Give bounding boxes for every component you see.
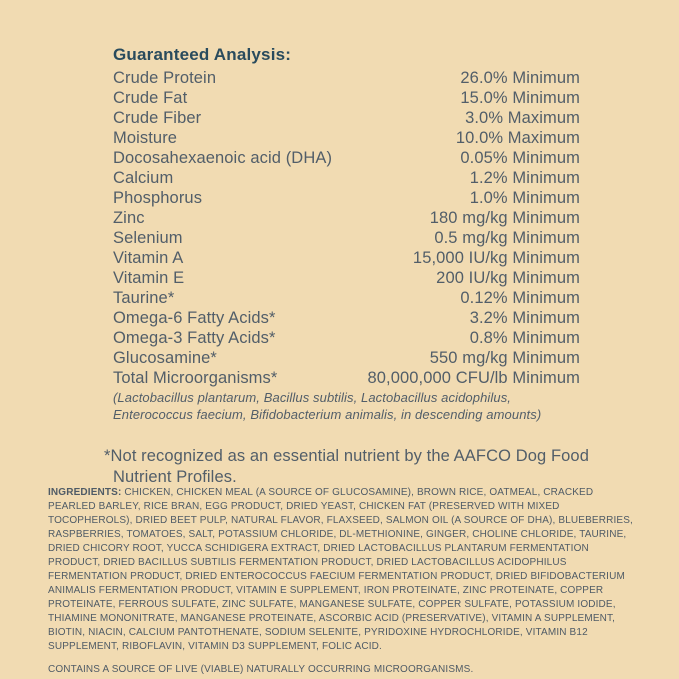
nutrient-value: 200 IU/kg Minimum xyxy=(436,269,580,287)
analysis-row xyxy=(113,268,580,288)
nutrient-name: Total Microorganisms* xyxy=(113,369,278,387)
ingredients-paragraph xyxy=(48,486,636,654)
microorganisms-note: (Lactobacillus plantarum, Bacillus subtilis, Lactobacillus acidophilus, Enterococcus faecium, Bifidobacterium animalis, in descending amounts) xyxy=(113,390,542,422)
nutrient-name: Crude Fiber xyxy=(113,109,202,127)
nutrient-name: Phosphorus xyxy=(113,189,203,207)
analysis-row xyxy=(113,308,580,328)
nutrient-value: 0.05% Minimum xyxy=(460,149,580,167)
nutrient-value: 1.2% Minimum xyxy=(469,169,580,187)
analysis-row xyxy=(113,228,580,248)
nutrient-value: 0.8% Minimum xyxy=(469,329,580,347)
nutrient-value: 10.0% Maximum xyxy=(455,129,580,147)
analysis-row xyxy=(113,368,580,388)
nutrient-name: Omega-6 Fatty Acids* xyxy=(113,309,276,327)
nutrient-value: 180 mg/kg Minimum xyxy=(429,209,580,227)
nutrient-value: 550 mg/kg Minimum xyxy=(429,349,580,367)
ingredients-list: CHICKEN, CHICKEN MEAL (A SOURCE OF GLUCOSAMINE), BROWN RICE, OATMEAL, CRACKED PEARLED BARLEY, RICE BRAN, EGG PRODUCT, DRIED YEAST, CHICKEN FAT (PRESERVED WITH MIXED TOCOPHEROLS), DRIED BEET PULP, NATURAL FLAVOR, FLAXSEED, SALMON OIL (A SOURCE OF DHA), BLUEBERRIES, RASPBERRIES, TOMATOES, SALT, POTASSIUM CHLORIDE, DL-METHIONINE, GINGER, CHOLINE CHLORIDE, TAURINE, DRIED CHICORY ROOT, YUCCA SCHIDIGERA EXTRACT, DRIED LACTOBACILLUS PLANTARUM FERMENTATION PRODUCT, DRIED BACILLUS SUBTILIS FERMENTATION PRODUCT, DRIED LACTOBACILLUS ACIDOPHILUS FERMENTATION PRODUCT, DRIED ENTEROCOCCUS FAECIUM FERMENTATION PRODUCT, DRIED BIFIDOBACTERIUM ANIMALIS FERMENTATION PRODUCT, VITAMIN E SUPPLEMENT, IRON PROTEINATE, ZINC PROTEINATE, COPPER PROTEINATE, FERROUS SULFATE, ZINC SULFATE, MANGANESE SULFATE, COPPER SULFATE, POTASSIUM IODIDE, THIAMINE MONONITRATE, MANGANESE PROTEINATE, ASCORBIC ACID (PRESERVATIVE), VITAMIN A SUPPLEMENT, BIOTIN, NIACIN, CALCIUM PANTOTHENATE, SODIUM SELENITE, PYRIDOXINE HYDROCHLORIDE, VITAMIN B12 SUPPLEMENT, RIBOFLAVIN, VITAMIN D3 SUPPLEMENT, FOLIC ACID. xyxy=(48,487,633,652)
guaranteed-analysis-section xyxy=(113,44,580,436)
nutrient-value: 26.0% Minimum xyxy=(460,69,580,87)
nutrient-value: 3.2% Minimum xyxy=(469,309,580,327)
ingredients-section xyxy=(48,486,636,677)
guaranteed-analysis-table xyxy=(113,68,580,388)
nutrient-value: 0.12% Minimum xyxy=(460,289,580,307)
ingredients-label: INGREDIENTS: xyxy=(48,487,122,498)
nutrient-name: Zinc xyxy=(113,209,145,227)
nutrient-value: 0.5 mg/kg Minimum xyxy=(434,229,580,247)
nutrient-name: Vitamin A xyxy=(113,249,184,267)
nutrient-name: Moisture xyxy=(113,129,178,147)
analysis-row xyxy=(113,108,580,128)
nutrient-name: Docosahexaenoic acid (DHA) xyxy=(113,149,333,167)
analysis-row xyxy=(113,248,580,268)
nutrient-name: Taurine* xyxy=(113,289,175,307)
nutrient-name: Omega-3 Fatty Acids* xyxy=(113,329,276,347)
analysis-row xyxy=(113,288,580,308)
analysis-row xyxy=(113,168,580,188)
analysis-row xyxy=(113,188,580,208)
analysis-row xyxy=(113,208,580,228)
nutrient-name: Vitamin E xyxy=(113,269,185,287)
analysis-row xyxy=(113,348,580,368)
nutrient-value: 15.0% Minimum xyxy=(460,89,580,107)
nutrient-name: Crude Fat xyxy=(113,89,188,107)
nutrient-value: 15,000 IU/kg Minimum xyxy=(412,249,580,267)
nutrient-name: Glucosamine* xyxy=(113,349,217,367)
analysis-row xyxy=(113,148,580,168)
nutrient-name: Crude Protein xyxy=(113,69,217,87)
contains-statement: CONTAINS A SOURCE OF LIVE (VIABLE) NATURALLY OCCURRING MICROORGANISMS. xyxy=(48,664,474,675)
analysis-row xyxy=(113,68,580,88)
nutrient-name: Calcium xyxy=(113,169,174,187)
nutrient-value: 1.0% Minimum xyxy=(469,189,580,207)
guaranteed-analysis-title: Guaranteed Analysis: xyxy=(113,45,292,64)
nutrient-value: 80,000,000 CFU/lb Minimum xyxy=(367,369,580,387)
aafco-footnote: *Not recognized as an essential nutrient by the AAFCO Dog Food Nutrient Profiles. xyxy=(104,446,589,486)
analysis-row xyxy=(113,128,580,148)
nutrient-name: Selenium xyxy=(113,229,183,247)
analysis-row xyxy=(113,88,580,108)
nutrient-value: 3.0% Maximum xyxy=(465,109,580,127)
analysis-row xyxy=(113,328,580,348)
